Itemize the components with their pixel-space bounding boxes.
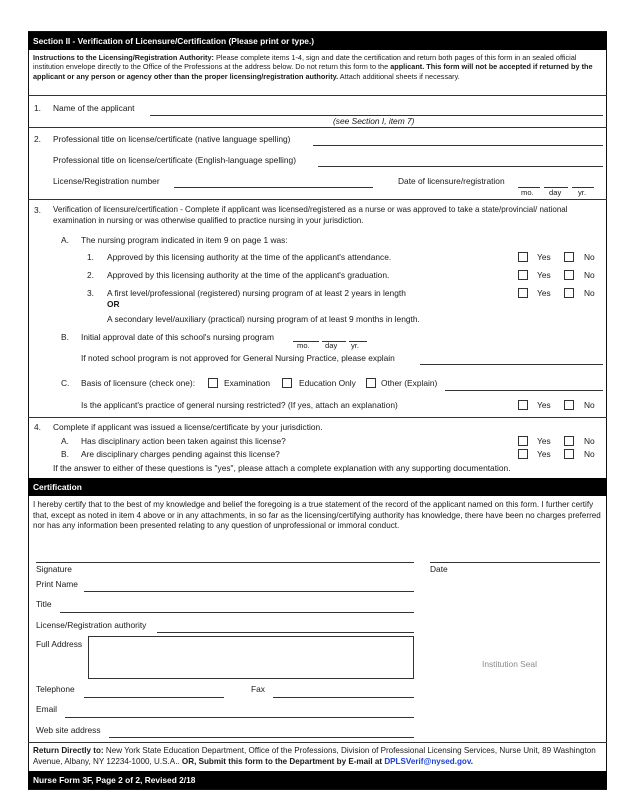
title-english-label: Professional title on license/certificate (English-language spelling) — [53, 155, 297, 165]
fax-label: Fax — [251, 684, 265, 694]
footer: Nurse Form 3F, Page 2 of 2, Revised 2/18 — [28, 771, 607, 789]
charges-pending-no-label: No — [584, 449, 595, 459]
instructions-applicant: applicant. — [390, 62, 425, 72]
disciplinary-action-yes-label: Yes — [537, 436, 551, 446]
address-label: Full Address — [36, 639, 83, 649]
year-caption: yr. — [578, 188, 587, 197]
item3-text: Verification of licensure/certification - Complete if applicant was licensed/registered as a nurse or was approved to take a state/provincial/ national examination in nursing or was otherwise qualified to practice nursing in your jurisdiction. — [53, 205, 568, 225]
item3b-letter: B. — [61, 332, 69, 342]
examination-checkbox[interactable] — [208, 378, 218, 388]
item4-number: 4. — [34, 422, 41, 432]
instructions-text-1: Please complete items 1-4, sign and date the certification and return both pages of this form in an sealed official institution envelope directly to the Office of the Professions at the address below. Do not return this form to the — [33, 53, 577, 72]
instructions-lead: Instructions to the Licensing/Registration Authority: — [33, 53, 214, 62]
divider — [28, 127, 607, 128]
restricted-no-label: No — [584, 400, 595, 410]
email-link[interactable]: DPLSVerif@nysed.gov — [384, 756, 471, 766]
q1-yes-label: Yes — [537, 252, 551, 262]
email-label: Email — [36, 704, 57, 714]
institution-seal-label: Institution Seal — [482, 659, 537, 669]
day-caption: day — [549, 188, 562, 197]
restricted-no-checkbox[interactable] — [564, 400, 574, 410]
return-end: . — [470, 756, 474, 766]
item3b-note: If noted school program is not approved for General Nursing Practice, please explain — [81, 353, 395, 363]
divider — [28, 417, 607, 418]
date-field[interactable] — [430, 562, 600, 563]
charges-pending-yes-label: Yes — [537, 449, 551, 459]
q1-no-label: No — [584, 252, 595, 262]
certification-title: Certification — [28, 478, 607, 496]
education-only-checkbox[interactable] — [282, 378, 292, 388]
date-label: Date — [430, 564, 448, 574]
item3a-text: The nursing program indicated in item 9 on page 1 was: — [81, 235, 288, 245]
title-native-field[interactable] — [313, 145, 603, 146]
authority-label: License/Registration authority — [36, 620, 147, 630]
q3-no-label: No — [584, 288, 595, 298]
education-only-label: Education Only — [299, 378, 356, 388]
fax-field[interactable] — [273, 697, 414, 698]
item4b-text: Are disciplinary charges pending against this license? — [81, 449, 280, 459]
examination-label: Examination — [224, 378, 271, 388]
divider — [28, 199, 607, 200]
other-checkbox[interactable] — [366, 378, 376, 388]
restricted-text: Is the applicant's practice of general nursing restricted? (If yes, attach an explanation) — [81, 400, 398, 410]
item4-text: Complete if applicant was issued a license/certificate by your jurisdiction. — [53, 422, 323, 432]
q2-text: Approved by this licensing authority at the time of the applicant's graduation. — [107, 270, 390, 280]
restricted-yes-label: Yes — [537, 400, 551, 410]
q1-text: Approved by this licensing authority at the time of the applicant's attendance. — [107, 252, 392, 262]
item3a-letter: A. — [61, 235, 69, 245]
website-field[interactable] — [109, 737, 414, 738]
month-caption: mo. — [521, 188, 534, 197]
signature-label: Signature — [36, 564, 72, 574]
instructions-bold: This form will not be accepted if returned by the applicant or any person or agency other than the proper licensing/registration authority. — [33, 62, 593, 81]
title-english-field[interactable] — [318, 166, 603, 167]
item1-label: Name of the applicant — [53, 103, 135, 113]
disciplinary-action-no-label: No — [584, 436, 595, 446]
item3c-letter: C. — [61, 378, 70, 388]
or-label: OR — [107, 299, 120, 309]
telephone-field[interactable] — [84, 697, 224, 698]
return-lead: Return Directly to: — [33, 746, 104, 755]
return-text: New York State Education Department, Office of the Professions, Division of Professional Licensing Services, Nurse Unit, 89 Washington Avenue, Albany, NY 12234-1000, U.S.A.. — [33, 746, 596, 766]
signature-field[interactable] — [36, 562, 414, 563]
title-label: Title — [36, 599, 52, 609]
email-field[interactable] — [65, 717, 414, 718]
website-label: Web site address — [36, 725, 101, 735]
telephone-label: Telephone — [36, 684, 75, 694]
q3-text: A first level/professional (registered) nursing program of at least 2 years in length — [107, 288, 406, 298]
restricted-yes-checkbox[interactable] — [518, 400, 528, 410]
instructions-text-2: Attach additional sheets if necessary. — [338, 71, 460, 81]
disciplinary-action-yes-checkbox[interactable] — [518, 436, 528, 446]
divider — [28, 95, 607, 96]
q2-no-label: No — [584, 270, 595, 280]
item1-note: (see Section I, item 7) — [333, 116, 415, 126]
return-address — [33, 746, 603, 767]
q2-yes-label: Yes — [537, 270, 551, 280]
other-label: Other (Explain) — [381, 378, 438, 388]
item3-number: 3. — [34, 205, 41, 215]
disciplinary-action-no-checkbox[interactable] — [564, 436, 574, 446]
item4b-letter: B. — [61, 449, 69, 459]
item3c-text: Basis of licensure (check one): — [81, 378, 196, 388]
q1-number: 1. — [87, 252, 94, 262]
print-name-field[interactable] — [84, 591, 414, 592]
divider — [28, 742, 607, 743]
item4-note: If the answer to either of these questions is "yes", please attach a complete explanation with any supporting documentation. — [53, 463, 511, 473]
print-name-label: Print Name — [36, 579, 78, 589]
section-title: Section II - Verification of Licensure/Certification (Please print or type.) — [28, 32, 607, 50]
approval-day-caption: day — [325, 341, 338, 350]
q1-yes-checkbox[interactable] — [518, 252, 528, 262]
title-native-label: Professional title on license/certificate (native language spelling) — [53, 134, 291, 144]
q3-no-checkbox[interactable] — [564, 288, 574, 298]
license-number-field[interactable] — [174, 187, 373, 188]
title-field[interactable] — [60, 612, 414, 613]
item1-number: 1. — [34, 103, 41, 113]
q3b-text: A secondary level/auxiliary (practical) nursing program of at least 9 months in length. — [107, 314, 420, 324]
approval-year-caption: yr. — [351, 341, 360, 350]
q2-no-checkbox[interactable] — [564, 270, 574, 280]
approval-month-caption: mo. — [297, 341, 310, 350]
item3b-text: Initial approval date of this school's nursing program — [81, 332, 274, 342]
license-number-label: License/Registration number — [53, 176, 160, 186]
item4a-text: Has disciplinary action been taken against this license? — [81, 436, 286, 446]
q1-no-checkbox[interactable] — [564, 252, 574, 262]
other-explain-field[interactable] — [445, 390, 603, 391]
item2-number: 2. — [34, 134, 41, 144]
item4a-letter: A. — [61, 436, 69, 446]
explain-field[interactable] — [420, 364, 603, 365]
q2-yes-checkbox[interactable] — [518, 270, 528, 280]
charges-pending-yes-checkbox[interactable] — [518, 449, 528, 459]
licensure-date-label: Date of licensure/registration — [398, 176, 505, 186]
address-field[interactable] — [88, 636, 414, 679]
q3-yes-label: Yes — [537, 288, 551, 298]
return-email-text: OR, Submit this form to the Department by E-mail at — [179, 756, 385, 766]
q3-number: 3. — [87, 288, 94, 298]
q3-yes-checkbox[interactable] — [518, 288, 528, 298]
authority-field[interactable] — [157, 632, 414, 633]
q2-number: 2. — [87, 270, 94, 280]
instructions — [33, 53, 601, 81]
certification-text: I hereby certify that to the best of my knowledge and belief the foregoing is a true statement of the record of the applicant named on this form. I further certify that, except as noted in item 4 above or in any attachments, in so far as the licensing/certifying authority has knowledge, there have been no charges preferred nor has any information been presented relating to any question of unprofessional or immoral conduct. — [33, 500, 601, 531]
charges-pending-no-checkbox[interactable] — [564, 449, 574, 459]
